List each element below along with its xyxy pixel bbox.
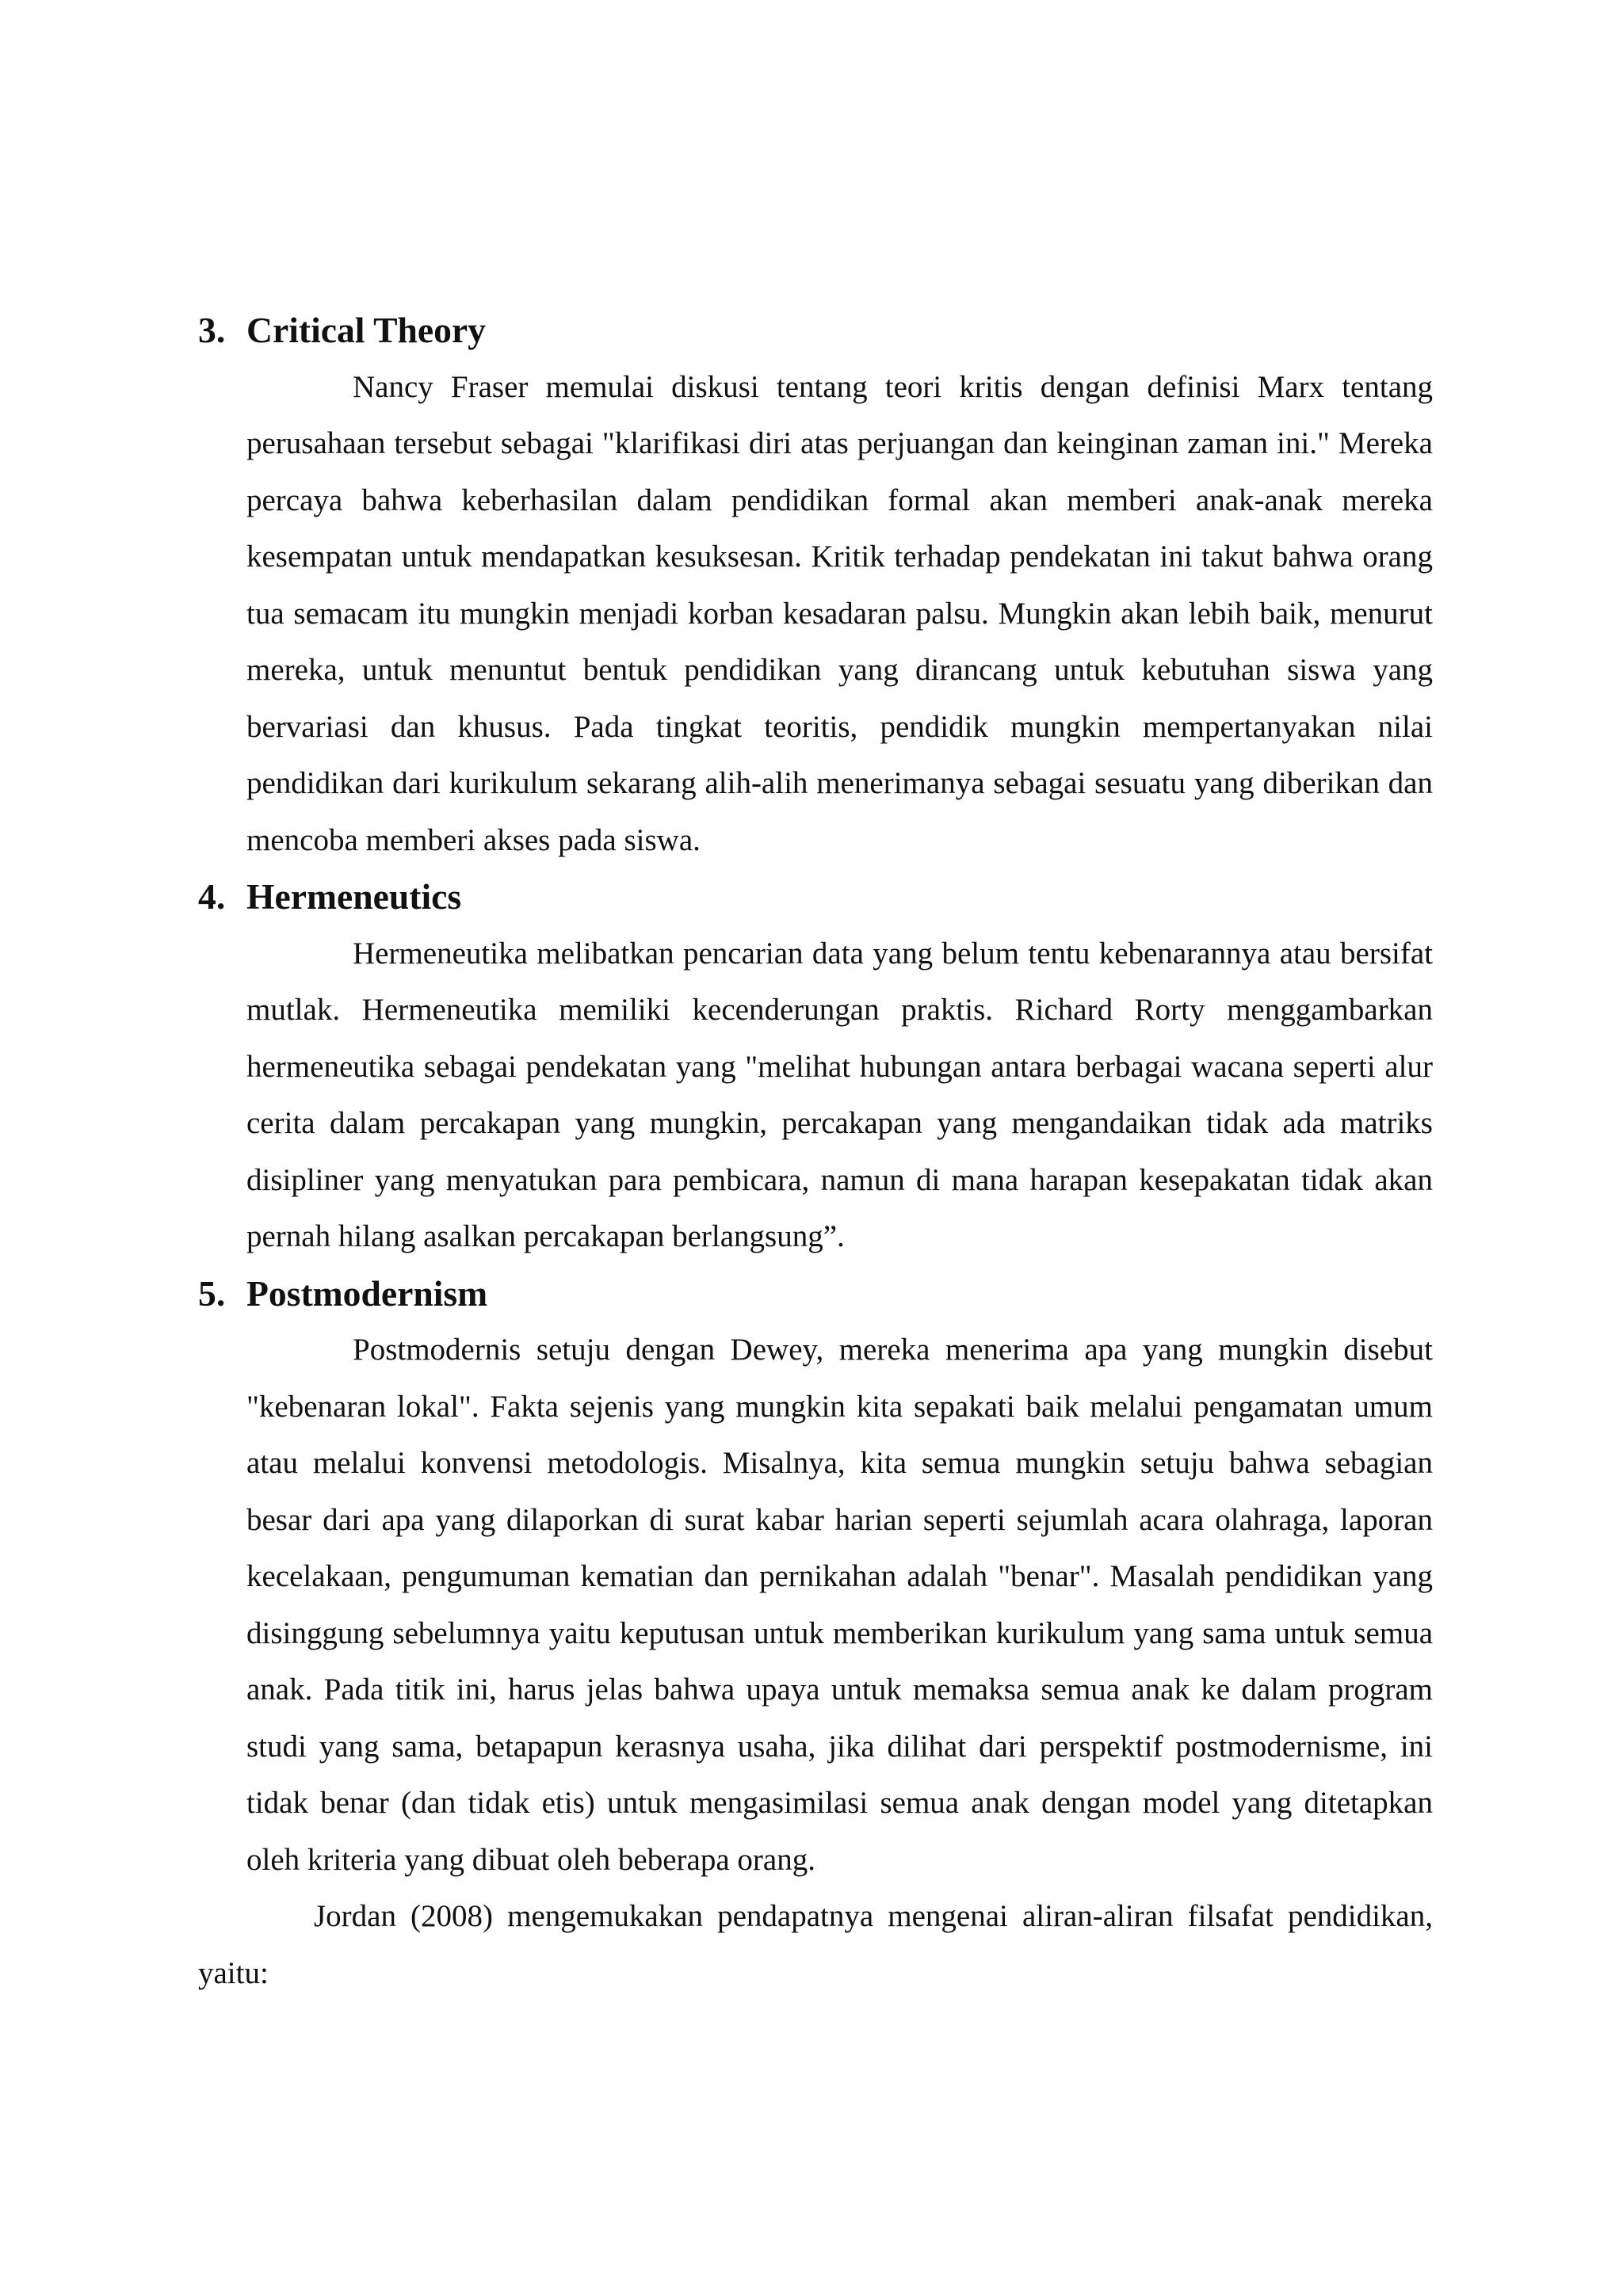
- section-heading-postmodernism: [198, 1265, 1433, 1322]
- section-body-postmodernism: Postmodernis setuju dengan Dewey, mereka menerima apa yang mungkin disebut "kebenaran lokal". Fakta sejenis yang mungkin kita sepakati baik melalui pengamatan umum atau melalui konvensi metodologis. Misalnya, kita semua mungkin setuju bahwa sebagian besar dari apa yang dilaporkan di surat kabar harian seperti sejumlah acara olahraga, laporan kecelakaan, pengumuman kematian dan pernikahan adalah "benar". Masalah pendidikan yang disinggung sebelumnya yaitu keputusan untuk memberikan kurikulum yang sama untuk semua anak. Pada titik ini, harus jelas bahwa upaya untuk memaksa semua anak ke dalam program studi yang sama, betapapun kerasnya usaha, jika dilihat dari perspektif postmodernisme, ini tidak benar (dan tidak etis) untuk mengasimilasi semua anak dengan model yang ditetapkan oleh kriteria yang dibuat oleh beberapa orang.: [246, 1333, 1433, 1877]
- section-heading-critical-theory: [198, 302, 1433, 359]
- page-content: [198, 302, 1433, 2001]
- section-title: Critical Theory: [246, 310, 486, 350]
- section-number: 4.: [198, 876, 226, 917]
- section-title: Hermeneutics: [246, 876, 462, 917]
- section-number: 3.: [198, 310, 226, 350]
- closing-paragraph: Jordan (2008) mengemukakan pendapatnya mengenai aliran-aliran filsafat pendidikan, yaitu:: [198, 1899, 1433, 1990]
- section-body-critical-theory: Nancy Fraser memulai diskusi tentang teori kritis dengan definisi Marx tentang perusahaan tersebut sebagai "klarifikasi diri atas perjuangan dan keinginan zaman ini." Mereka percaya bahwa keberhasilan dalam pendidikan formal akan memberi anak-anak mereka kesempatan untuk mendapatkan kesuksesan. Kritik terhadap pendekatan ini takut bahwa orang tua semacam itu mungkin menjadi korban kesadaran palsu. Mungkin akan lebih baik, menurut mereka, untuk menuntut bentuk pendidikan yang dirancang untuk kebutuhan siswa yang bervariasi dan khusus. Pada tingkat teoritis, pendidik mungkin mempertanyakan nilai pendidikan dari kurikulum sekarang alih-alih menerimanya sebagai sesuatu yang diberikan dan mencoba memberi akses pada siswa.: [246, 369, 1433, 857]
- section-title: Postmodernism: [246, 1272, 488, 1314]
- section-number: 5.: [198, 1272, 226, 1314]
- section-body-hermeneutics: Hermeneutika melibatkan pencarian data yang belum tentu kebenarannya atau bersifat mutlak. Hermeneutika memiliki kecenderungan praktis. Richard Rorty menggambarkan hermeneutika sebagai pendekatan yang "melihat hubungan antara berbagai wacana seperti alur cerita dalam percakapan yang mungkin, percakapan yang mengandaikan tidak ada matriks disipliner yang menyatukan para pembicara, namun di mana harapan kesepakatan tidak akan pernah hilang asalkan percakapan berlangsung”.: [246, 936, 1433, 1253]
- section-heading-hermeneutics: [198, 868, 1433, 925]
